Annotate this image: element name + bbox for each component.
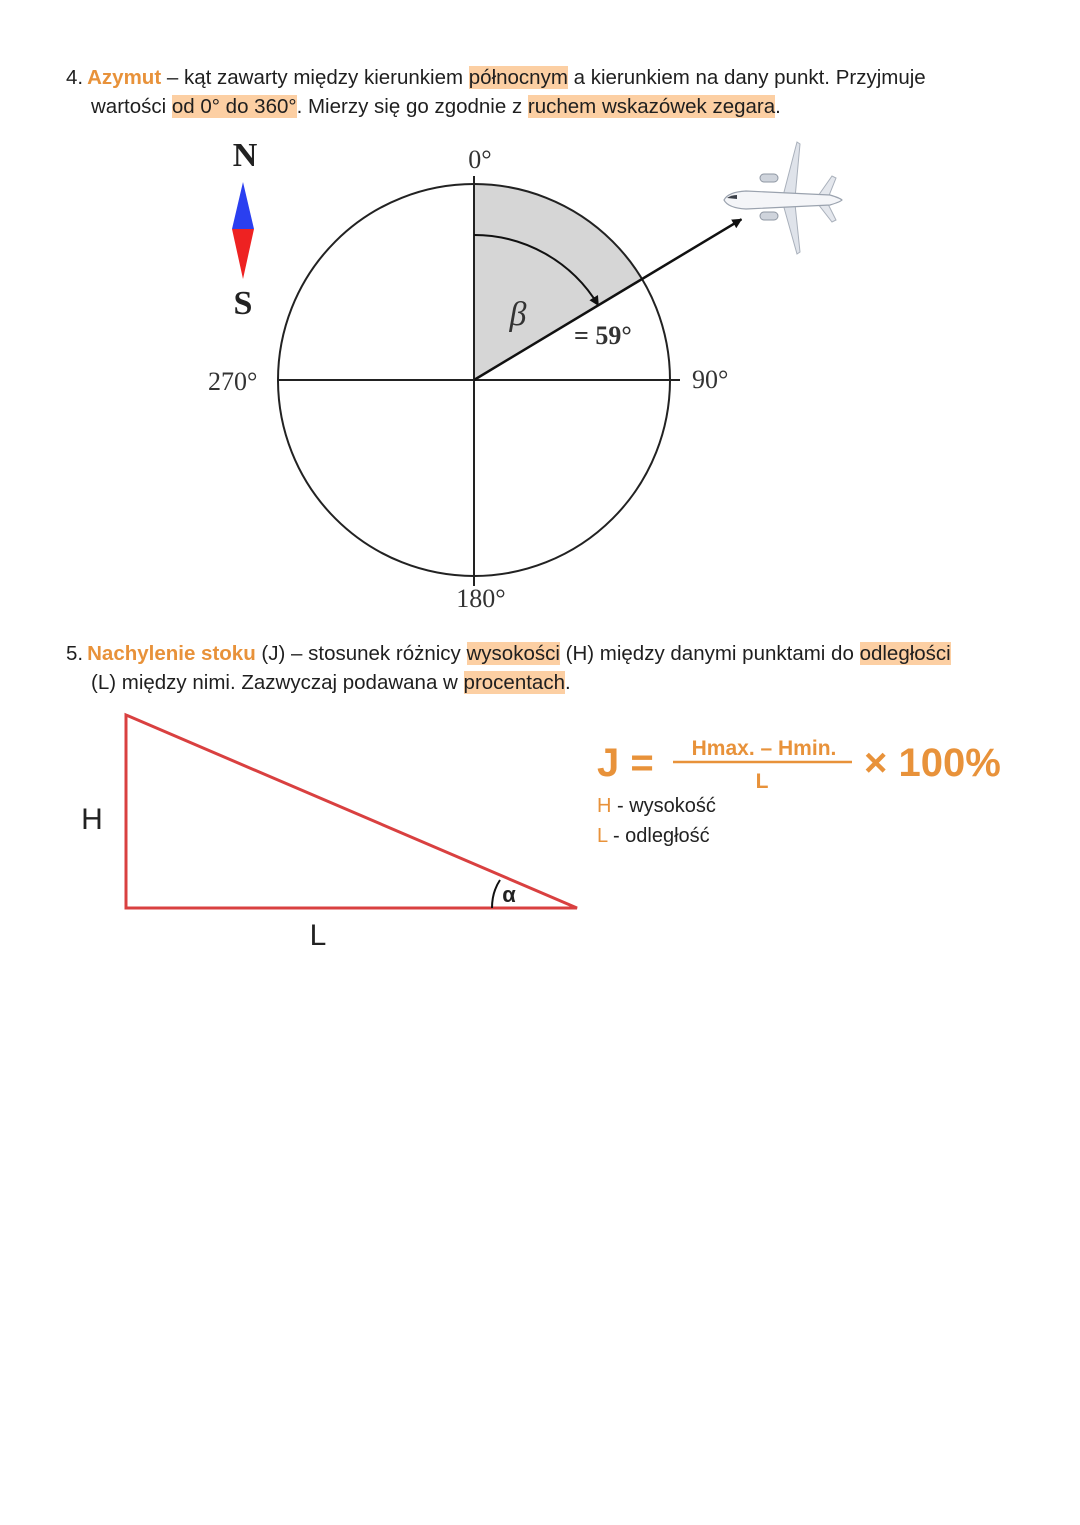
legend-l-key: L [597, 825, 608, 847]
legend-h-text: - wysokość [611, 795, 716, 817]
label-270-deg: 270° [208, 367, 258, 396]
section-5-text-4: . [564, 671, 571, 694]
slope-triangle [81, 715, 577, 952]
compass-south-label: S [233, 285, 253, 322]
compass-south-needle [232, 229, 254, 279]
azimuth-sector [474, 184, 642, 380]
triangle-l-label: L [309, 919, 327, 952]
highlight-wysokosci: wysokości [466, 642, 560, 665]
section-5-text-1: (J) – stosunek różnicy [255, 642, 467, 665]
section-4-text-1: – kąt zawarty między kierunkiem [161, 66, 469, 89]
section-4-text-2: a kierunkiem na dany punkt. Przyjmuje [567, 66, 926, 89]
label-0-deg: 0° [468, 145, 492, 174]
triangle-h-label: H [81, 803, 103, 836]
section-4-number: 4. [66, 66, 84, 89]
formula-numerator: Hmax. – Hmin. [691, 737, 837, 760]
compass-icon [232, 137, 258, 322]
formula-lhs: J = [597, 741, 654, 785]
section-5-text-2: (H) między danymi punktami do [559, 642, 860, 665]
label-90-deg: 90° [692, 365, 729, 394]
highlight-procentach: procentach [463, 671, 565, 694]
section-5-number: 5. [66, 642, 84, 665]
legend-l-text: - odległość [607, 825, 710, 847]
triangle-outline [126, 715, 577, 908]
label-180-deg: 180° [456, 584, 506, 613]
slope-formula [597, 737, 1001, 793]
airplane-icon [724, 142, 842, 254]
triangle-alpha-label: α [502, 882, 516, 907]
angle-beta-symbol: β [509, 296, 527, 333]
legend-h-key: H [597, 795, 612, 817]
section-4-text-4: . Mierzy się go zgodnie z [296, 95, 528, 118]
azymut-term: Azymut [87, 66, 162, 89]
section-5-text-3: (L) między nimi. Zazwyczaj podawana w [91, 671, 464, 694]
compass-north-needle [232, 182, 254, 229]
azimuth-diagram [208, 145, 741, 613]
highlight-polnocnym: północnym [468, 66, 568, 89]
highlight-range: od 0° do 360° [171, 95, 297, 118]
section-4-text-3: wartości [91, 95, 172, 118]
highlight-odleglosci: odległości [859, 642, 951, 665]
nachylenie-term: Nachylenie stoku [87, 642, 256, 665]
section-4-text-5: . [775, 95, 781, 118]
formula-denominator: L [755, 770, 769, 793]
highlight-clockwise: ruchem wskazówek zegara [527, 95, 776, 118]
formula-multiplier: × 100% [864, 741, 1001, 785]
compass-north-label: N [232, 137, 258, 174]
alpha-arc [492, 880, 500, 908]
angle-value: = 59° [574, 321, 632, 350]
